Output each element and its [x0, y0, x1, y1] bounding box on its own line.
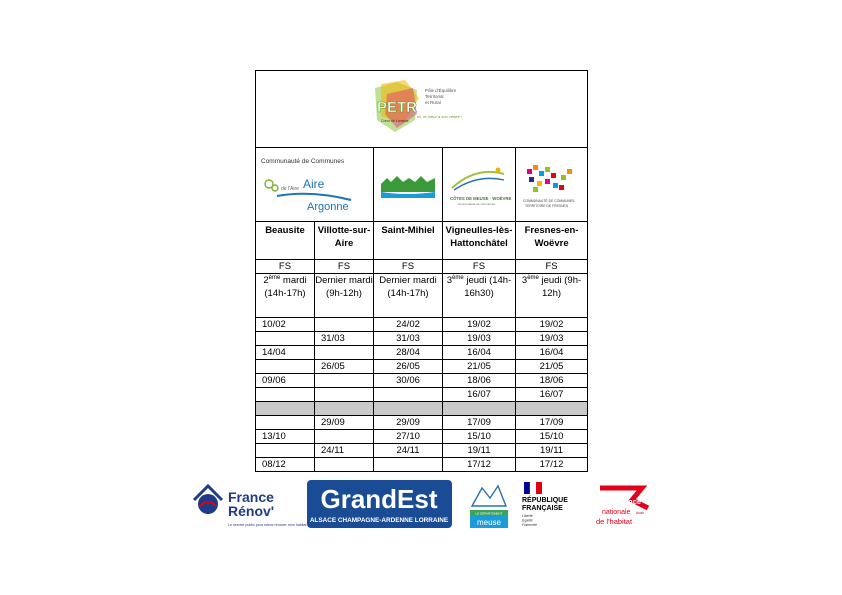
date-cell — [256, 444, 315, 458]
date-cell: 30/06 — [374, 374, 443, 388]
date-cell — [374, 388, 443, 402]
date-cell: 19/11 — [443, 444, 516, 458]
table-row — [256, 360, 588, 374]
anah-logo — [592, 480, 654, 532]
anah-line1: Agence — [614, 497, 642, 506]
cc-fresnes-line1: COMMUNAUTÉ DE COMMUNES — [522, 198, 574, 203]
fs-label: FS — [315, 260, 374, 274]
date-cell: 31/03 — [374, 332, 443, 346]
mosaic-icon — [527, 165, 572, 192]
col-header-vigneulles: Vigneulles-lès-Hattonchâtel — [443, 222, 516, 260]
cc-aire-line2: de l'Aire — [280, 185, 299, 192]
date-cell: 17/12 — [443, 458, 516, 472]
cc-aire-argonne-logo — [256, 148, 374, 222]
republique-motto2: Égalité — [522, 518, 533, 523]
petr-line-1: Pôle d'Équilibre — [424, 88, 456, 93]
table-row — [256, 444, 588, 458]
date-cell: 19/02 — [516, 318, 588, 332]
rocks-icon — [381, 176, 435, 192]
cc-cotes-de-meuse-logo — [443, 148, 516, 222]
schedule-beausite: 2ème mardi (14h-17h) — [256, 274, 315, 318]
date-cell — [374, 458, 443, 472]
petr-line-2: Territorial — [424, 94, 444, 99]
meuse-line1: LE DÉPARTEMENT — [475, 511, 503, 516]
cc-fresnes-line2: TERRITOIRE DE FRESNES — [524, 203, 568, 208]
cc-aire-line3: Argonne — [306, 200, 349, 213]
date-cell: 26/05 — [374, 360, 443, 374]
date-cell: 18/06 — [516, 374, 588, 388]
mountain-icon — [472, 486, 506, 506]
col-header-villotte: Villotte-sur-Aire — [315, 222, 374, 260]
table-row — [256, 346, 588, 360]
france-renov-logo — [192, 480, 307, 532]
date-cell: 19/03 — [516, 332, 588, 346]
date-cell: 17/12 — [516, 458, 588, 472]
france-renov-line2: Rénov' — [228, 503, 275, 519]
date-cell: 19/03 — [443, 332, 516, 346]
schedule-saint-mihiel: Dernier mardi (14h-17h) — [374, 274, 443, 318]
date-cell: 16/04 — [516, 346, 588, 360]
date-cell — [443, 402, 516, 416]
date-cell: 16/07 — [443, 388, 516, 402]
date-cell — [256, 360, 315, 374]
schedule-row — [256, 274, 588, 318]
table-row — [256, 458, 588, 472]
date-cell: 29/09 — [315, 416, 374, 430]
cc-fresnes-logo — [516, 148, 588, 222]
grand-est-logo — [307, 480, 452, 528]
fs-row — [256, 260, 588, 274]
cc-cotes-name: CÔTES DE MEUSE · WOËVRE — [450, 195, 512, 201]
date-cell — [315, 346, 374, 360]
water-icon — [381, 192, 435, 198]
date-cell: 16/07 — [516, 388, 588, 402]
date-cell: 28/04 — [374, 346, 443, 360]
date-cell: 14/04 — [256, 346, 315, 360]
date-cell: 21/05 — [516, 360, 588, 374]
date-cell: 19/11 — [516, 444, 588, 458]
sun-icon — [496, 167, 501, 172]
date-cell: 24/11 — [374, 444, 443, 458]
svg-text:Aire: Aire — [302, 176, 324, 191]
grand-est-line1: GrandEst — [320, 484, 438, 514]
france-renov-tagline: Le service public pour mieux rénover mon habitat — [228, 523, 307, 527]
meuse-logo — [468, 480, 510, 528]
schedule-fresnes: 3ème jeudi (9h-12h) — [516, 274, 588, 318]
table-row — [256, 374, 588, 388]
date-cell: 27/10 — [374, 430, 443, 444]
petr-tagline: Ici, le cœur à son centre ! — [416, 114, 462, 119]
date-cell — [374, 402, 443, 416]
col-header-fresnes: Fresnes-en-Woëvre — [516, 222, 588, 260]
anah-line3: de l'habitat — [596, 517, 633, 526]
republique-line2: FRANÇAISE — [522, 505, 563, 512]
schedule-villotte: Dernier mardi (9h-12h) — [315, 274, 374, 318]
date-cell: 29/09 — [374, 416, 443, 430]
meuse-line2: meuse — [476, 518, 502, 527]
fs-label: FS — [374, 260, 443, 274]
date-cell: 15/10 — [443, 430, 516, 444]
table-row — [256, 318, 588, 332]
cc-cotes-sub: communauté de communes — [458, 201, 496, 206]
table-row — [256, 416, 588, 430]
date-cell: 19/02 — [443, 318, 516, 332]
date-cell — [516, 402, 588, 416]
petr-logo-cell — [256, 71, 588, 148]
date-cell: 13/10 — [256, 430, 315, 444]
fs-label: FS — [256, 260, 315, 274]
date-cell: 24/11 — [315, 444, 374, 458]
saint-mihiel-logo — [374, 148, 443, 222]
river-icon — [277, 193, 351, 199]
anah-line2: nationale — [602, 509, 631, 516]
schedule-sheet — [255, 70, 587, 472]
date-cell — [256, 402, 315, 416]
date-cell — [256, 388, 315, 402]
date-cell — [256, 416, 315, 430]
fs-label: FS — [443, 260, 516, 274]
date-cell — [256, 332, 315, 346]
petr-line-3: et Rural — [424, 100, 441, 105]
petr-letters: PETR — [376, 99, 417, 116]
date-rows — [256, 318, 588, 472]
date-cell: 15/10 — [516, 430, 588, 444]
schedule-table — [255, 70, 588, 472]
table-row — [256, 388, 588, 402]
petr-logo — [367, 80, 477, 138]
partner-logos — [0, 478, 842, 538]
table-row — [256, 430, 588, 444]
date-cell: 31/03 — [315, 332, 374, 346]
schedule-vigneulles: 3ème jeudi (14h-16h30) — [443, 274, 516, 318]
date-cell: 24/02 — [374, 318, 443, 332]
republique-line1: RÉPUBLIQUE — [522, 497, 568, 504]
republique-motto3: Fraternité — [522, 523, 537, 527]
date-cell: 26/05 — [315, 360, 374, 374]
date-cell: 10/02 — [256, 318, 315, 332]
date-cell: 17/09 — [443, 416, 516, 430]
date-cell: 18/06 — [443, 374, 516, 388]
col-header-beausite: Beausite — [256, 222, 315, 260]
table-row — [256, 332, 588, 346]
date-cell — [315, 430, 374, 444]
date-cell: 09/06 — [256, 374, 315, 388]
date-cell — [315, 458, 374, 472]
france-renov-line1: France — [228, 489, 274, 505]
date-cell — [315, 388, 374, 402]
republique-francaise-logo — [518, 480, 578, 532]
date-cell: 21/05 — [443, 360, 516, 374]
date-cell — [315, 374, 374, 388]
commune-header-row — [256, 222, 588, 260]
date-cell: 08/12 — [256, 458, 315, 472]
petr-sub: Cœur de Lorraine — [380, 119, 409, 123]
col-header-saint-mihiel: Saint-Mihiel — [374, 222, 443, 260]
fs-label: FS — [516, 260, 588, 274]
date-cell: 16/04 — [443, 346, 516, 360]
anah-badge: Anah — [636, 511, 645, 515]
cc-aire-line1: Communauté de Communes — [260, 157, 344, 165]
republique-motto1: Liberté — [522, 514, 533, 518]
table-row — [256, 402, 588, 416]
date-cell: 17/09 — [516, 416, 588, 430]
grand-est-line2: ALSACE CHAMPAGNE-ARDENNE LORRAINE — [309, 517, 449, 524]
date-cell — [315, 318, 374, 332]
date-cell — [315, 402, 374, 416]
